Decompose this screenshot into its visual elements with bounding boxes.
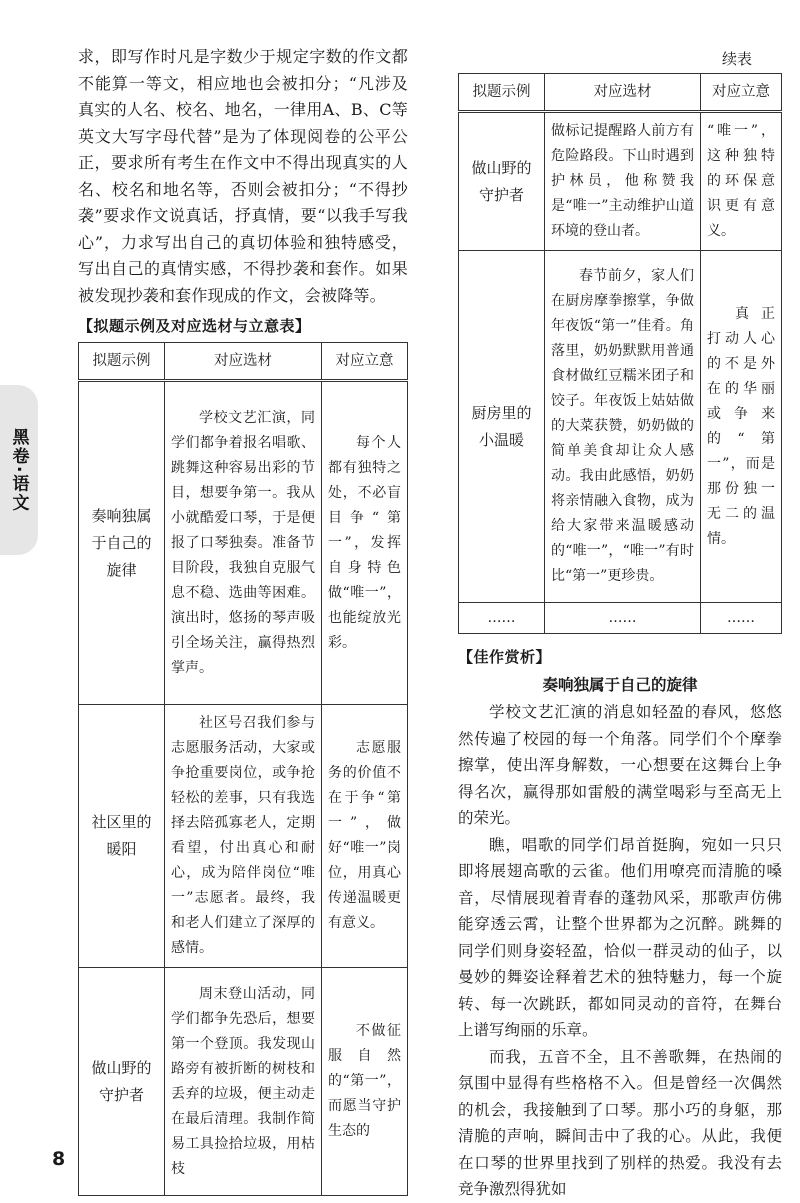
header-title: 拟题示例: [79, 343, 165, 381]
left-column: [78, 44, 408, 1196]
header-material: 对应选材: [545, 74, 701, 112]
table-row: [79, 705, 408, 968]
table-header-row: [79, 343, 408, 381]
header-meaning: 对应立意: [322, 343, 408, 381]
table-row: [79, 381, 408, 705]
page-number: 8: [52, 1148, 66, 1170]
table-header-row: [459, 74, 782, 112]
appreciation-heading: 【佳作赏析】: [458, 648, 552, 666]
essay-paragraph: 瞧，唱歌的同学们昂首挺胸，宛如一只只即将展翅高歌的云雀。他们用嘹亮而清脆的嗓音，尽情展现着青春的蓬勃风采，那歌声仿佛能穿透云霄，让整个世界都为之沉醉。跳舞的同学们则身姿轻盈，恰似一群灵动的仙子，以曼妙的舞姿诠释着艺术的独特魅力，每一个旋转、每一次跳跃，都如同灵动的音符，在舞台上谱写绚丽的乐章。: [458, 835, 782, 1039]
essay-body: [458, 699, 782, 1203]
side-tab: [0, 385, 38, 555]
row-title: 社区里的暖阳: [79, 705, 165, 968]
row-title: 奏响独属于自己的旋律: [79, 381, 165, 705]
row-material: 做标记提醒路人前方有危险路段。下山时遇到护林员，他称赞我是“唯一”主动维护山道环境的登山者。: [545, 112, 701, 251]
essay-title: 奏响独属于自己的旋律: [542, 676, 698, 694]
header-material: 对应选材: [165, 343, 322, 381]
topic-table-continued: [458, 73, 782, 634]
header-meaning: 对应立意: [701, 74, 782, 112]
essay-paragraph: 学校文艺汇演的消息如轻盈的春风，悠悠然传遍了校园的每一个角落。同学们个个摩拳擦掌，使出浑身解数，一心想要在这舞台上争得名次，赢得那如雷般的满堂喝彩与至高无上的荣光。: [458, 703, 782, 827]
row-meaning: ……: [701, 603, 782, 634]
row-title: 做山野的守护者: [79, 968, 165, 1196]
row-material: 学校文艺汇演，同学们都争着报名唱歌、跳舞这种容易出彩的节目，想要争第一。我从小就酷爱口琴，于是便报了口琴独奏。准备节目阶段，我独自克服气息不稳、选曲等困难。演出时，悠扬的琴声吸引全场关注，赢得热烈掌声。: [165, 381, 322, 705]
row-title: 厨房里的小温暖: [459, 251, 545, 603]
row-material: ……: [545, 603, 701, 634]
row-meaning: 不做征服自然的“第一”，而愿当守护生态的: [322, 968, 408, 1196]
table-row: [79, 968, 408, 1196]
topic-table: [78, 342, 408, 1196]
header-title: 拟题示例: [459, 74, 545, 112]
row-meaning: 志愿服务的价值不在于争“第一”，做好“唯一”岗位，用真心传递温暖更有意义。: [322, 705, 408, 968]
row-material: 春节前夕，家人们在厨房摩拳擦掌，争做年夜饭“第一”佳肴。角落里，奶奶默默用普通食材做红豆糯米团子和饺子。年夜饭上姑姑做的大菜获赞，奶奶做的简单美食却让众人感动。我由此感悟，奶奶将亲情融入食物，成为给大家带来温暖感动的“唯一”，“唯一”有时比“第一”更珍贵。: [545, 251, 701, 603]
row-meaning: 真正打动人心的不是外在的华丽或争来的“第一”，而是那份独一无二的温情。: [701, 251, 782, 603]
row-meaning: 每个人都有独特之处，不必盲目争“第一”，发挥自身特色做“唯一”，也能绽放光彩。: [322, 381, 408, 705]
row-material: 社区号召我们参与志愿服务活动，大家或争抢重要岗位，或争抢轻松的差事，只有我选择去陪孤寡老人，定期看望，付出真心和耐心，成为陪伴岗位“唯一”志愿者。最终，我和老人们建立了深厚的感情。: [165, 705, 322, 968]
side-tab-label: 黑卷·语文: [8, 427, 29, 513]
row-title: ……: [459, 603, 545, 634]
table-row: [459, 112, 782, 251]
table-row: [459, 251, 782, 603]
essay-paragraph: 而我，五音不全，且不善歌舞，在热闹的氛围中显得有些格格不入。但是曾经一次偶然的机会，我接触到了口琴。那小巧的身躯，那清脆的声响，瞬间击中了我的心。从此，我便在口琴的世界里找到了别样的热爱。我没有去竞争激烈得犹如: [458, 1047, 782, 1198]
intro-paragraph: 求，即写作时凡是字数少于规定字数的作文都不能算一等文，相应地也会被扣分；“凡涉及真实的人名、校名、地名，一律用A、B、C等英文大写字母代替”是为了体现阅卷的公平公正，要求所有考生在作文中不得出现真实的人名、校名和地名等，否则会被扣分；“不得抄袭”要求作文说真话，抒真情，要“以我手写我心”，力求写出自己的真切体验和独特感受，写出自己的真情实感，不得抄袭和套作。如果被发现抄袭和套作现成的作文，会被降等。: [78, 47, 408, 305]
row-meaning: “唯一”，这种独特的环保意识更有意义。: [701, 112, 782, 251]
row-material: 周末登山活动，同学们都争先恐后，想要第一个登顶。我发现山路旁有被折断的树枝和丢弃的垃圾，便主动走在最后清理。我制作简易工具捡拾垃圾，用枯枝: [165, 968, 322, 1196]
right-column: [458, 44, 782, 1203]
row-title: 做山野的守护者: [459, 112, 545, 251]
continued-label: 续表: [721, 50, 752, 68]
table-row: [459, 603, 782, 634]
section-heading: 【拟题示例及对应选材与立意表】: [78, 317, 311, 335]
